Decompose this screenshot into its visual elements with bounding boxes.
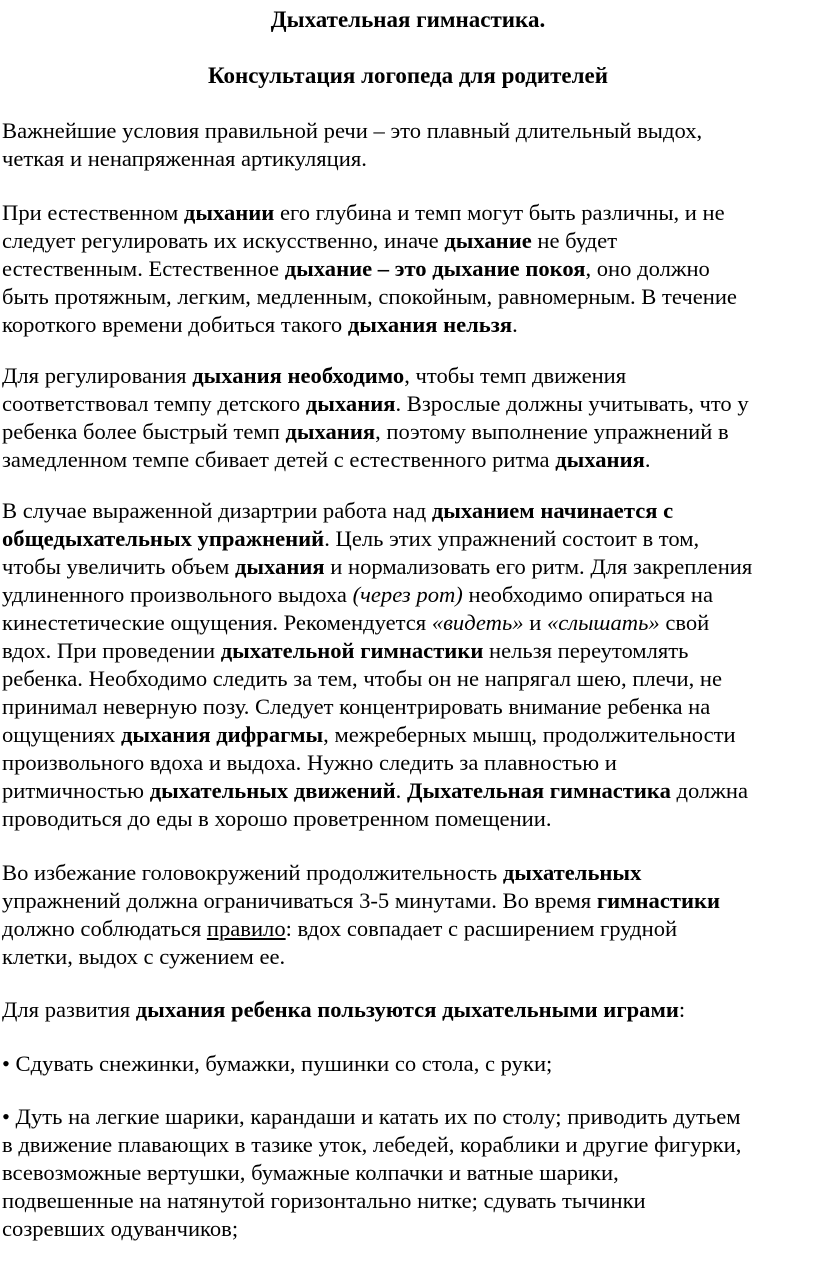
bold-term: дыхании xyxy=(183,200,275,225)
paragraph-4-line: удлиненного произвольного выдоха (через рот) необходимо опираться на xyxy=(2,582,714,607)
paragraph-3-line: соответствовал темпу детского дыхания. Взрослые должны учитывать, что у xyxy=(2,391,749,416)
bold-term: дыхания нельзя xyxy=(347,312,513,337)
bold-term: дыхания ребенка пользуются дыхательными играми xyxy=(135,997,679,1022)
bullet-item-line: • Дуть на легкие шарики, карандаши и катать их по столу; приводить дутьем xyxy=(2,1104,741,1129)
bold-term: дыхание xyxy=(444,228,532,253)
bullet-item-line: созревших одуванчиков; xyxy=(2,1216,239,1241)
bullet-item-line: всевозможные вертушки, бумажные колпачки и ватные шарики, xyxy=(2,1160,619,1185)
paragraph-3-line: замедленном темпе сбивает детей с естественного ритма дыхания. xyxy=(2,447,651,472)
paragraph-4-line: общедыхательных упражнений. Цель этих упражнений состоит в том, xyxy=(2,526,700,551)
document-title: Дыхательная гимнастика. xyxy=(270,7,546,32)
document-subtitle: Консультация логопеда для родителей xyxy=(207,63,609,88)
paragraph-2-line: естественным. Естественное дыхание – это дыхание покоя, оно должно xyxy=(2,256,710,281)
paragraph-4-line: проводиться до еды в хорошо проветренном помещении. xyxy=(2,806,552,831)
bold-term: гимнастики xyxy=(596,888,721,913)
bold-term: дыхания дифрагмы xyxy=(120,722,324,747)
bold-term: дыхания xyxy=(555,447,645,472)
paragraph-6-line: Для развития дыхания ребенка пользуются дыхательными играми: xyxy=(2,997,686,1022)
bold-term: дыхания xyxy=(234,554,325,579)
italic-term: «видеть» xyxy=(431,610,524,635)
paragraph-4-line: чтобы увеличить объем дыхания и нормализовать его ритм. Для закрепления xyxy=(2,554,753,579)
bold-term: дыхательных движений xyxy=(149,778,396,803)
paragraph-3-line: ребенка более быстрый темп дыхания, поэтому выполнение упражнений в xyxy=(2,419,729,444)
bullet-item: • Сдувать снежинки, бумажки, пушинки со стола, с руки; xyxy=(2,1051,553,1076)
italic-term: (через рот) xyxy=(352,582,463,607)
bold-term: дыхания xyxy=(285,419,376,444)
bold-term: Дыхательная гимнастика xyxy=(406,778,671,803)
underlined-term: правило xyxy=(206,916,286,941)
paragraph-4-line: вдох. При проведении дыхательной гимнастики нельзя переутомлять xyxy=(2,638,689,663)
bold-term: дыхания xyxy=(305,391,396,416)
bold-term: дыхания необходимо xyxy=(192,363,405,388)
paragraph-5-line: упражнений должна ограничиваться 3-5 минутами. Во время гимнастики xyxy=(2,888,721,913)
paragraph-4-line: В случае выраженной дизартрии работа над дыханием начинается с xyxy=(2,498,674,523)
paragraph-4-line: ощущениях дыхания дифрагмы, межреберных мышц, продолжительности xyxy=(2,722,736,747)
paragraph-4-line: кинестетические ощущения. Рекомендуется «видеть» и «слышать» свой xyxy=(2,610,710,635)
paragraph-2-line: короткого времени добиться такого дыхания нельзя. xyxy=(2,312,518,337)
paragraph-2-line: следует регулировать их искусственно, иначе дыхание не будет xyxy=(2,228,618,253)
paragraph-5-line: Во избежание головокружений продолжительность дыхательных xyxy=(2,860,642,885)
bullet-item-line: в движение плавающих в тазике уток, лебедей, кораблики и другие фигурки, xyxy=(2,1132,742,1157)
paragraph-1-line: четкая и ненапряженная артикуляция. xyxy=(2,146,367,171)
bold-term: дыхание – это дыхание покоя xyxy=(284,256,586,281)
paragraph-4-line: произвольного вдоха и выдоха. Нужно следить за плавностью и xyxy=(2,750,617,775)
bold-term: дыхательной гимнастики xyxy=(220,638,484,663)
bold-term: общедыхательных упражнений xyxy=(2,526,325,551)
paragraph-3-line: Для регулирования дыхания необходимо, чтобы темп движения xyxy=(2,363,627,388)
paragraph-4-line: ребенка. Необходимо следить за тем, чтобы он не напрягал шею, плечи, не xyxy=(2,666,723,691)
bold-term: дыханием начинается с xyxy=(431,498,674,523)
paragraph-1-line: Важнейшие условия правильной речи – это плавный длительный выдох, xyxy=(2,118,703,143)
bullet-item-line: подвешенные на натянутой горизонтально нитке; сдувать тычинки xyxy=(2,1188,646,1213)
paragraph-2-line: При естественном дыхании его глубина и темп могут быть различны, и не xyxy=(2,200,725,225)
italic-term: «слышать» xyxy=(546,610,660,635)
paragraph-2-line: быть протяжным, легким, медленным, спокойным, равномерным. В течение xyxy=(2,284,737,309)
bold-term: дыхательных xyxy=(502,860,642,885)
paragraph-4-line: ритмичностью дыхательных движений. Дыхательная гимнастика должна xyxy=(2,778,749,803)
paragraph-5-line: клетки, выдох с сужением ее. xyxy=(2,944,286,969)
paragraph-4-line: принимал неверную позу. Следует концентрировать внимание ребенка на xyxy=(2,694,711,719)
paragraph-5-line: должно соблюдаться правило: вдох совпадает с расширением грудной xyxy=(2,916,678,941)
